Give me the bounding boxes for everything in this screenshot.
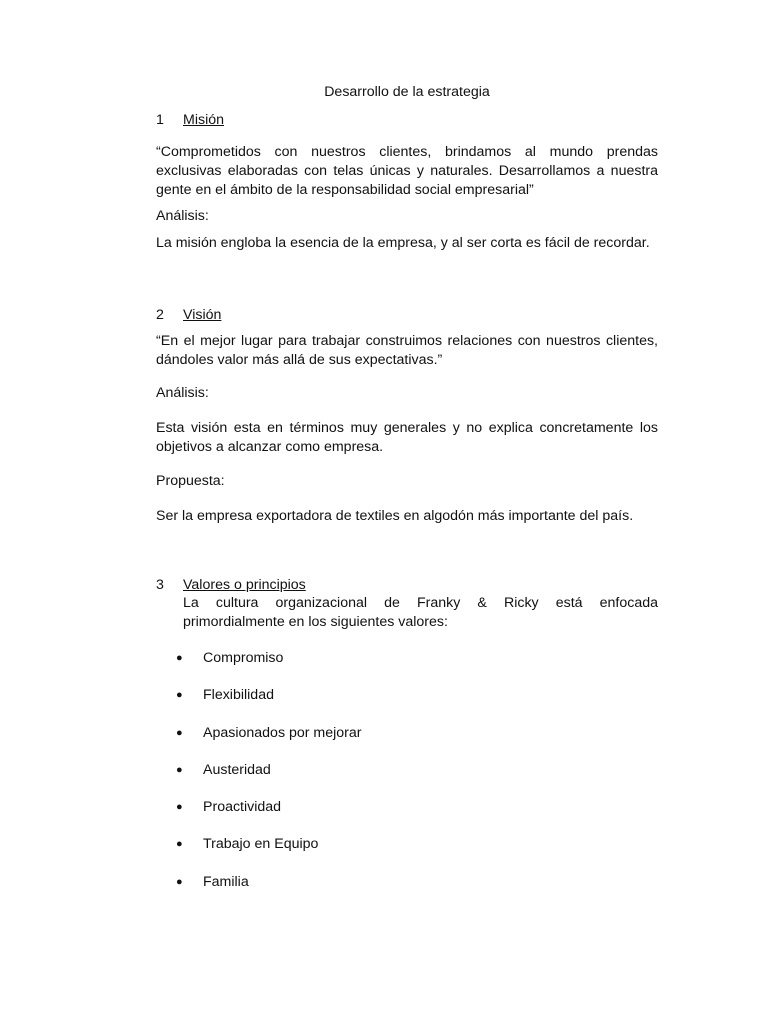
vision-analysis-label: Análisis: (156, 385, 209, 401)
list-item (176, 686, 362, 723)
mision-analysis-label: Análisis: (156, 208, 209, 224)
mision-quote: “Comprometidos con nuestros clientes, brindamos al mundo prendas exclusivas elaboradas con telas únicas y naturales. Desarrollamos a nuestra gente en el ámbito de la responsabilidad social empresarial” (156, 144, 658, 198)
list-item (176, 835, 362, 872)
section-heading-mision (156, 111, 224, 130)
section-heading-vision (156, 306, 221, 325)
vision-analysis-text: Esta visión esta en términos muy generales y no explica concretamente los objetivos a alcanzar como empresa. (156, 420, 658, 455)
value-item-label: Familia (203, 873, 249, 890)
value-item-label: Flexibilidad (203, 687, 274, 704)
list-item (176, 724, 362, 761)
bullet-icon: ● (176, 689, 183, 702)
section-label: Misión (183, 112, 224, 128)
bullet-icon: ● (176, 875, 183, 888)
bullet-icon: ● (176, 763, 183, 776)
value-item-label: Compromiso (203, 650, 284, 666)
section-label: Valores o principios (183, 577, 306, 593)
value-item-label: Apasionados por mejorar (203, 724, 362, 741)
value-item-label: Proactividad (203, 799, 282, 816)
list-item (176, 761, 362, 798)
section-heading-valores (156, 576, 306, 595)
valores-intro: La cultura organizacional de Franky & Ricky está enfocada primordialmente en los siguientes valores: (183, 595, 658, 630)
section-number: 3 (156, 577, 164, 593)
values-list (176, 649, 362, 910)
bullet-icon: ● (176, 801, 183, 814)
value-item-label: Austeridad (203, 761, 271, 778)
vision-proposal-label: Propuesta: (156, 473, 225, 489)
bullet-icon: ● (176, 652, 183, 664)
value-item-label: Trabajo en Equipo (203, 836, 319, 853)
section-number: 2 (156, 307, 164, 323)
bullet-icon: ● (176, 726, 183, 739)
section-number: 1 (156, 112, 164, 128)
document-title: Desarrollo de la estrategia (324, 84, 490, 100)
bullet-icon: ● (176, 838, 183, 851)
vision-proposal-text: Ser la empresa exportadora de textiles en algodón más importante del país. (156, 508, 634, 524)
mision-analysis-text: La misión engloba la esencia de la empresa, y al ser corta es fácil de recordar. (156, 235, 650, 251)
list-item (176, 873, 362, 910)
section-label: Visión (183, 307, 222, 323)
vision-quote: “En el mejor lugar para trabajar construimos relaciones con nuestros clientes, dándoles valor más allá de sus expectativas.” (156, 333, 658, 368)
list-item (176, 798, 362, 835)
list-item (176, 649, 362, 686)
